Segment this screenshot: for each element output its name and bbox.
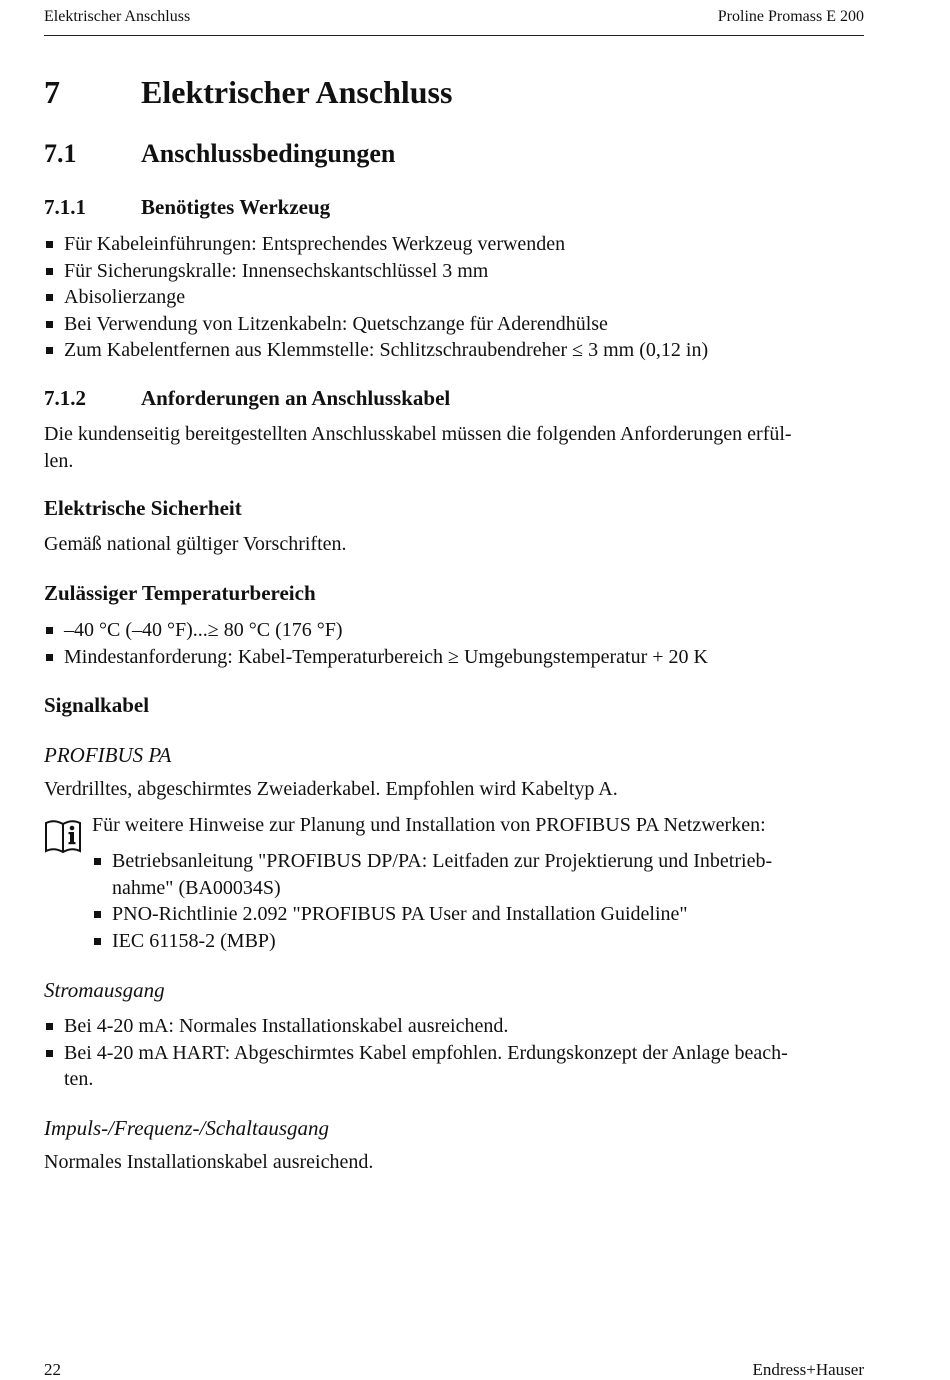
list-item: Bei 4-20 mA: Normales Installationskabel ausreichend.	[44, 1013, 864, 1040]
running-header-left: Elektrischer Anschluss	[44, 8, 191, 25]
cable-intro-paragraph: Die kundenseitig bereitgestellten Anschlusskabel müssen die folgenden Anforderungen erfül- len.	[44, 423, 792, 472]
subsection-title: Benötigtes Werkzeug	[141, 195, 331, 219]
chapter-title: Elektrischer Anschluss	[141, 74, 453, 110]
profibus-text: Verdrilltes, abgeschirmtes Zweiaderkabel. Empfohlen wird Kabeltyp A.	[44, 778, 618, 800]
list-item: Zum Kabelentfernen aus Klemmstelle: Schlitzschraubendreher ≤ 3 mm (0,12 in)	[44, 337, 864, 364]
running-header-right: Proline Promass E 200	[717, 8, 864, 25]
list-item: Bei 4-20 mA HART: Abgeschirmtes Kabel empfohlen. Erdungskonzept der Anlage beach- ten.	[44, 1040, 864, 1093]
bullet-icon	[46, 347, 53, 354]
bullet-icon	[94, 911, 101, 918]
list-item: Bei Verwendung von Litzenkabeln: Quetschzange für Aderendhülse	[44, 311, 864, 338]
current-output-list	[44, 1013, 864, 1093]
tools-list	[44, 231, 864, 364]
section-heading	[44, 137, 395, 171]
header-rule	[44, 35, 864, 36]
subsection-title: Anforderungen an Anschlusskabel	[141, 386, 451, 410]
signal-cable-heading: Signalkabel	[44, 693, 150, 717]
bullet-icon	[46, 241, 53, 248]
list-item: PNO-Richtlinie 2.092 "PROFIBUS PA User and Installation Guideline"	[92, 901, 864, 928]
book-info-icon	[44, 815, 82, 855]
chapter-number: 7	[44, 74, 60, 110]
list-item: –40 °C (–40 °F)...≥ 80 °C (176 °F)	[44, 617, 864, 644]
bullet-icon	[46, 1023, 53, 1030]
safety-heading: Elektrische Sicherheit	[44, 496, 242, 520]
list-item: Betriebsanleitung "PROFIBUS DP/PA: Leitfaden zur Projektierung und Inbetrieb- nahme" (BA00034S)	[92, 848, 864, 901]
safety-text: Gemäß national gültiger Vorschriften.	[44, 533, 347, 555]
temperature-heading: Zulässiger Temperaturbereich	[44, 581, 316, 605]
list-item: Für Sicherungskralle: Innensechskantschlüssel 3 mm	[44, 258, 864, 285]
bullet-icon	[46, 268, 53, 275]
page-number: 22	[44, 1360, 61, 1379]
bullet-icon	[46, 654, 53, 661]
section-title: Anschlussbedingungen	[141, 139, 396, 168]
footer-brand: Endress+Hauser	[752, 1360, 864, 1379]
list-item: IEC 61158-2 (MBP)	[92, 928, 864, 955]
bullet-icon	[46, 627, 53, 634]
subsection-number: 7.1.2	[44, 386, 86, 410]
note-text: Für weitere Hinweise zur Planung und Installation von PROFIBUS PA Netzwerken:	[92, 814, 766, 836]
bullet-icon	[94, 938, 101, 945]
bullet-icon	[46, 321, 53, 328]
list-item: Mindestanforderung: Kabel-Temperaturbereich ≥ Umgebungstemperatur + 20 K	[44, 644, 864, 671]
subsection-number: 7.1.1	[44, 195, 86, 219]
list-item: Für Kabeleinführungen: Entsprechendes Werkzeug verwenden	[44, 231, 864, 258]
pulse-output-text: Normales Installationskabel ausreichend.	[44, 1151, 374, 1173]
chapter-heading	[44, 72, 452, 112]
bullet-icon	[94, 858, 101, 865]
section-number: 7.1	[44, 139, 77, 168]
note-list	[92, 848, 864, 954]
bullet-icon	[46, 1050, 53, 1057]
current-output-heading: Stromausgang	[44, 978, 165, 1002]
bullet-icon	[46, 294, 53, 301]
list-item: Abisolierzange	[44, 284, 864, 311]
temperature-list	[44, 617, 864, 670]
pulse-output-heading: Impuls-/Frequenz-/Schaltausgang	[44, 1116, 330, 1140]
subsection-heading-tools	[44, 193, 330, 221]
subsection-heading-cable	[44, 384, 450, 412]
profibus-heading: PROFIBUS PA	[44, 743, 172, 767]
